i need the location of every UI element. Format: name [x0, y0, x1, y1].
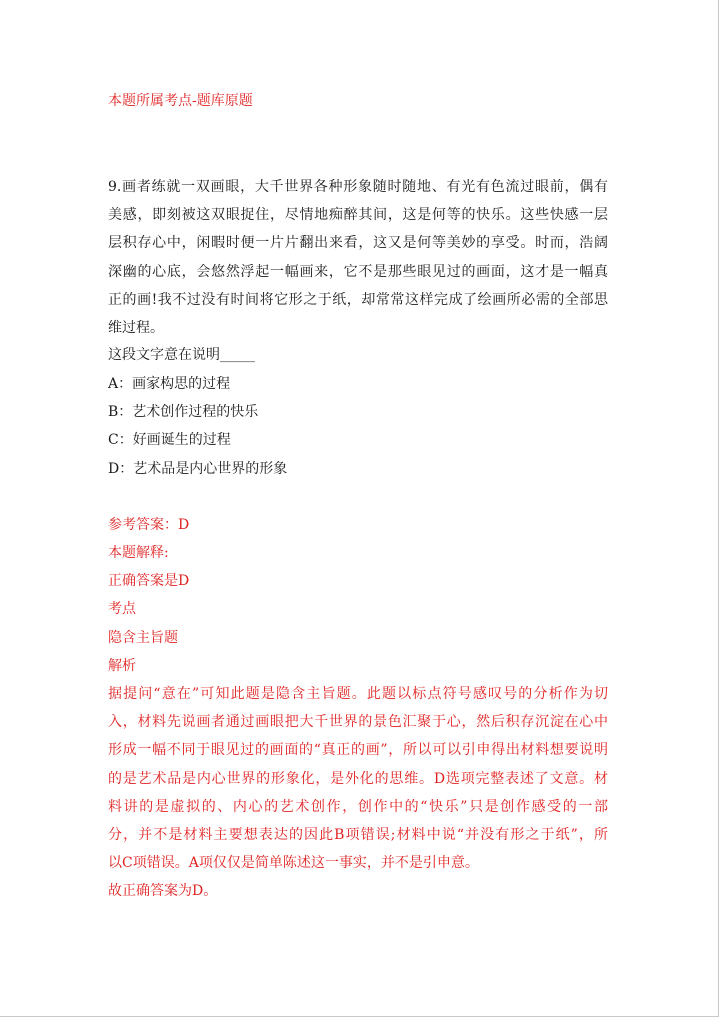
question-prompt: 这段文字意在说明_____	[108, 347, 255, 363]
question-stem-line: 9.画者练就一双画眼，大千世界各种形象随时随地、有光有色流过眼前，偶有	[108, 179, 608, 195]
reference-answer: 参考答案：D	[108, 517, 190, 533]
analysis-line: 入，材料先说画者通过画眼把大千世界的景色汇聚于心，然后积存沉淀在心中	[108, 714, 608, 730]
option-c: C：好画诞生的过程	[108, 432, 231, 448]
analysis-line: 据提问“意在”可知此题是隐含主旨题。此题以标点符号感叹号的分析作为切	[108, 686, 608, 702]
question-stem-line: 层积存心中，闲暇时便一片片翻出来看，这又是何等美妙的享受。时而，浩阔	[108, 235, 608, 251]
analysis-line: 料讲的是虚拟的、内心的艺术创作，创作中的“快乐”只是创作感受的一部	[108, 799, 608, 815]
source-label: 本题所属考点-题库原题	[108, 93, 253, 109]
conclusion-line: 故正确答案为D。	[108, 883, 218, 899]
kaodian-label: 考点	[108, 601, 136, 617]
analysis-line: 以C项错误。A项仅仅是简单陈述这一事实，并不是引申意。	[108, 855, 479, 871]
explanation-heading: 本题解释:	[108, 545, 169, 561]
option-a: A：画家构思的过程	[108, 376, 231, 392]
option-d: D：艺术品是内心世界的形象	[108, 461, 288, 477]
jiexi-label: 解析	[108, 658, 136, 674]
analysis-line: 形成一幅不同于眼见过的画面的“真正的画”，所以可以引申得出材料想要说明	[108, 742, 608, 758]
question-stem-line: 正的画!我不过没有时间将它形之于纸，却常常这样完成了绘画所必需的全部思	[108, 292, 608, 308]
option-b: B：艺术创作过程的快乐	[108, 404, 259, 420]
question-stem-line: 美感，即刻被这双眼捉住，尽情地痴醉其间，这是何等的快乐。这些快感一层	[108, 207, 608, 223]
correct-answer-line: 正确答案是D	[108, 573, 190, 589]
question-stem-line: 深幽的心底，会悠然浮起一幅画来，它不是那些眼见过的画面，这才是一幅真	[108, 264, 608, 280]
analysis-line: 分，并不是材料主要想表达的因此B项错误;材料中说“并没有形之于纸”，所	[108, 827, 608, 843]
kaodian-value: 隐含主旨题	[108, 630, 178, 646]
question-stem-line: 维过程。	[108, 320, 164, 336]
analysis-line: 的是艺术品是内心世界的形象化，是外化的思维。D选项完整表述了文意。材	[108, 771, 608, 787]
